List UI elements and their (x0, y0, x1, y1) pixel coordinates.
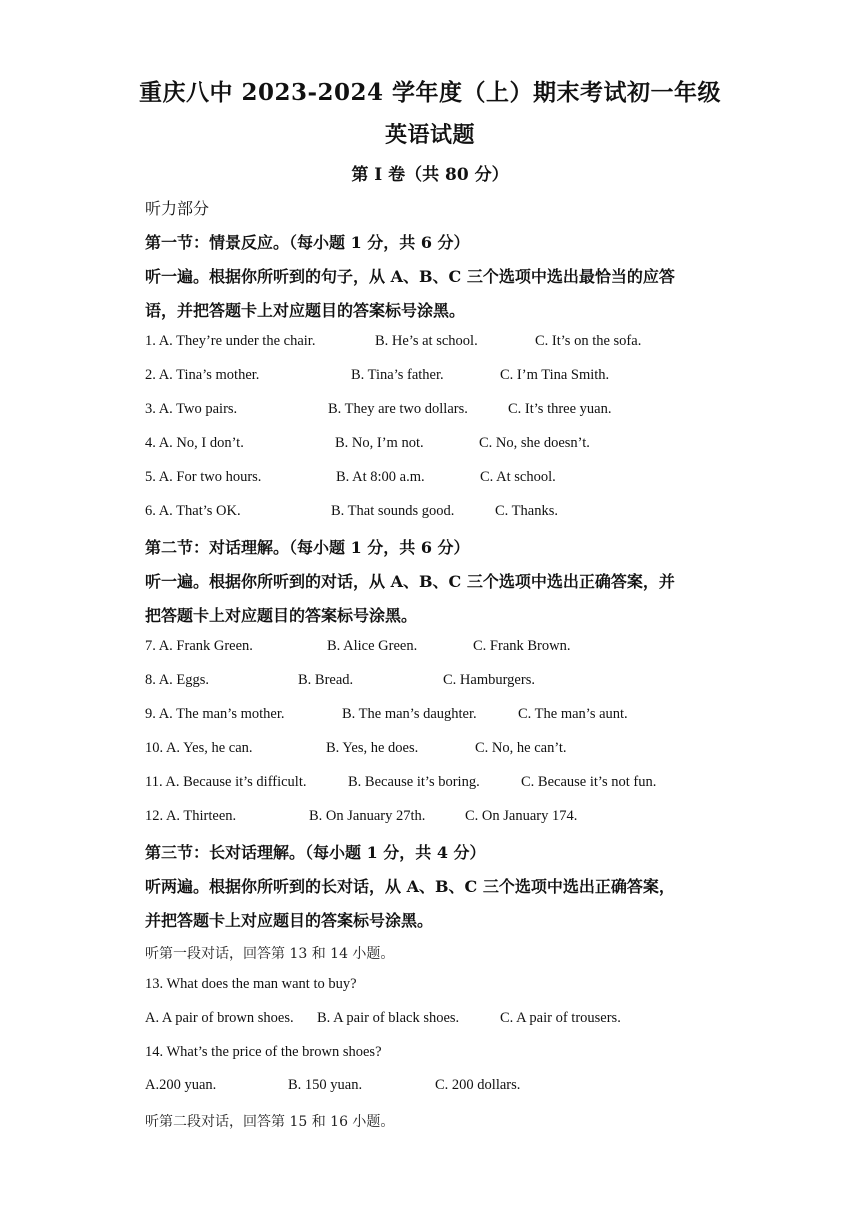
option-a: 11. A. Because it’s difficult. (145, 774, 307, 790)
option-b: B. He’s at school. (375, 333, 478, 349)
option-c: C. Hamburgers. (443, 672, 535, 688)
option-c: C. At school. (480, 469, 556, 485)
option-c: C. A pair of trousers. (500, 1010, 621, 1026)
option-a: 6. A. That’s OK. (145, 503, 241, 519)
option-a: 7. A. Frank Green. (145, 638, 253, 654)
option-c: C. Because it’s not fun. (521, 774, 657, 790)
section2-instruction-line1: 听一遍。根据你所听到的对话，从 A、B、C 三个选项中选出正确答案，并 (145, 572, 675, 591)
option-b: B. A pair of black shoes. (317, 1010, 460, 1026)
option-a: 1. A. They’re under the chair. (145, 333, 316, 349)
option-a: 8. A. Eggs. (145, 672, 210, 688)
option-a: 2. A. Tina’s mother. (145, 367, 260, 383)
option-a: 12. A. Thirteen. (145, 808, 237, 824)
option-c: C. It’s on the sofa. (535, 333, 642, 349)
option-c: C. Thanks. (495, 503, 558, 519)
volume-heading: 第 I 卷（共 80 分） (351, 165, 509, 185)
part-heading: 听力部分 (145, 199, 210, 218)
option-a: 4. A. No, I don’t. (145, 435, 244, 451)
option-c: C. I’m Tina Smith. (500, 367, 610, 383)
option-c: C. Frank Brown. (473, 638, 571, 654)
option-a: 3. A. Two pairs. (145, 401, 238, 417)
section1-instruction-line1: 听一遍。根据你所听到的句子，从 A、B、C 三个选项中选出最恰当的应答 (145, 267, 675, 286)
section1-instruction-line2: 语，并把答题卡上对应题目的答案标号涂黑。 (145, 301, 466, 320)
option-c: C. It’s three yuan. (508, 401, 612, 417)
option-b: B. Alice Green. (327, 638, 418, 654)
dialogue1-note: 听第一段对话，回答第 13 和 14 小题。 (145, 946, 395, 962)
exam-title: 重庆八中 2023-2024 学年度（上）期末考试初一年级 (138, 79, 722, 106)
option-b: B. Tina’s father. (351, 367, 444, 383)
option-a: A.200 yuan. (145, 1077, 217, 1093)
section3-instruction-line2: 并把答题卡上对应题目的答案标号涂黑。 (145, 911, 434, 930)
option-c: C. No, she doesn’t. (479, 435, 590, 451)
option-a: 5. A. For two hours. (145, 469, 262, 485)
option-b: B. They are two dollars. (328, 401, 468, 417)
option-a: 9. A. The man’s mother. (145, 706, 285, 722)
option-c: C. The man’s aunt. (518, 706, 628, 722)
option-c: C. No, he can’t. (475, 740, 567, 756)
option-b: B. The man’s daughter. (342, 706, 477, 722)
section2-instruction-line2: 把答题卡上对应题目的答案标号涂黑。 (145, 606, 418, 625)
option-a: 10. A. Yes, he can. (145, 740, 253, 756)
option-b: B. That sounds good. (331, 503, 455, 519)
option-b: B. No, I’m not. (335, 435, 424, 451)
option-c: C. 200 dollars. (435, 1077, 521, 1093)
section1-heading: 第一节：情景反应。（每小题 1 分，共 6 分） (145, 233, 470, 252)
option-b: B. 150 yuan. (288, 1077, 363, 1093)
option-b: B. At 8:00 a.m. (336, 469, 425, 485)
option-b: B. Bread. (298, 672, 354, 688)
section3-instruction-line1: 听两遍。根据你所听到的长对话，从 A、B、C 三个选项中选出正确答案， (145, 877, 675, 896)
exam-subject-title: 英语试题 (384, 122, 475, 148)
dialogue2-note: 听第二段对话，回答第 15 和 16 小题。 (145, 1114, 395, 1130)
section3-heading: 第三节：长对话理解。（每小题 1 分，共 4 分） (145, 843, 486, 862)
option-b: B. On January 27th. (309, 808, 426, 824)
option-b: B. Yes, he does. (326, 740, 419, 756)
question-13-stem: 13. What does the man want to buy? (145, 976, 357, 992)
option-a: A. A pair of brown shoes. (145, 1010, 294, 1026)
question-14-stem: 14. What’s the price of the brown shoes? (145, 1044, 382, 1060)
option-b: B. Because it’s boring. (348, 774, 480, 790)
section2-heading: 第二节：对话理解。（每小题 1 分，共 6 分） (145, 538, 470, 557)
option-c: C. On January 174. (465, 808, 578, 824)
